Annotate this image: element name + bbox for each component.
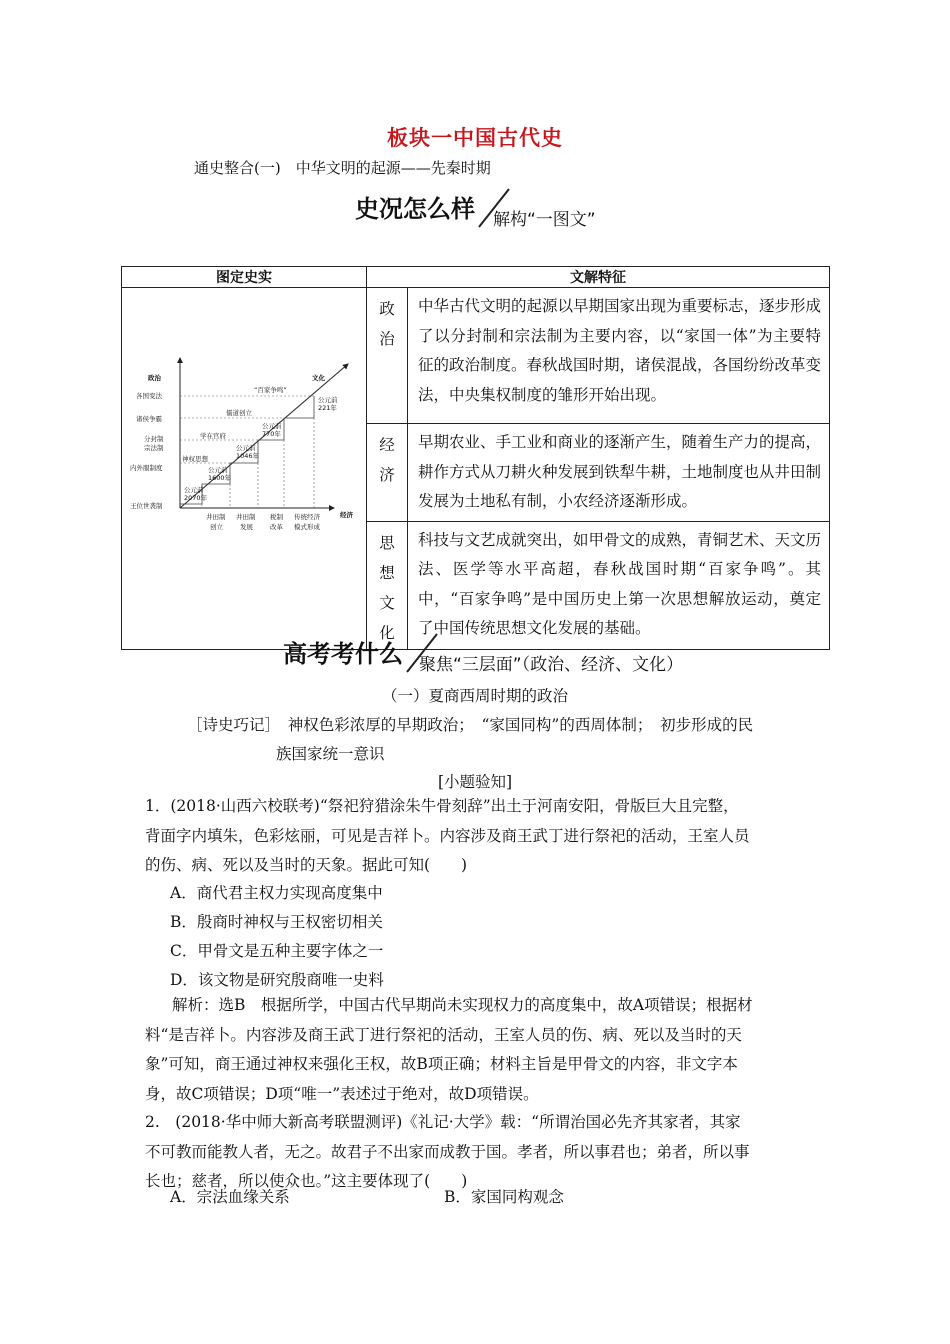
y-label: 分封制 <box>144 435 164 443</box>
date-label: 公元前 <box>236 444 256 452</box>
poem-line-2: 族国家统一意识 <box>276 745 385 763</box>
y-label: 王位世袭制 <box>130 502 163 510</box>
question-2: 2. (2018·华中师大新高考联盟测评)《礼记·大学》载：“所谓治国必先齐其家者，其家 不可教而能教人者，无之。故君子不出家而成教于国。孝者，所以事君也；弟者，所以事 长也；慈者，所以使众也。”这主要体现了( ) <box>145 1113 750 1190</box>
date-label: 1600年 <box>208 474 232 482</box>
x-label: 创立 <box>210 523 223 531</box>
x-label: 发展 <box>240 523 253 531</box>
option-b[interactable]: B．殷商时神权与王权密切相关 <box>170 913 383 931</box>
x-label: 改革 <box>270 523 283 531</box>
date-label: 公元前 <box>184 486 204 494</box>
category-culture: 思 想 文 化 <box>367 521 408 649</box>
date-label: 1046年 <box>236 452 260 460</box>
category-economy: 经 济 <box>367 424 408 522</box>
x-label: 井田制 <box>236 513 256 521</box>
q2-option-b[interactable]: B．家国同构观念 <box>444 1188 564 1206</box>
banner-sub-text: 解构“一图文” <box>493 210 596 230</box>
banner-exam-focus <box>283 630 723 680</box>
culture-label: 神权思想 <box>182 455 208 463</box>
y-label: 各国变法 <box>136 392 162 400</box>
option-a[interactable]: A．商代君主权力实现高度集中 <box>170 884 383 902</box>
x-label: 税制 <box>270 513 283 521</box>
economy-text: 早期农业、手工业和商业的逐渐产生，随着生产力的提高，耕作方式从刀耕火种发展到铁犁牛耕，土地制度也从井田制发展为土地私有制，小农经济逐渐形成。 <box>408 424 830 522</box>
option-d[interactable]: D．该文物是研究殷商唯一史料 <box>170 971 384 989</box>
x-title: 经济 <box>340 511 353 519</box>
poem-line-1: ［诗史巧记］ 神权色彩浓厚的早期政治； “家国同构”的西周体制； 初步形成的民 <box>187 716 754 734</box>
practice-title: [小题验知] <box>437 773 513 791</box>
banner-main-text: 史况怎么样 <box>355 195 475 223</box>
x-label: 井田制 <box>206 513 226 521</box>
overview-table <box>121 266 830 650</box>
culture-label: “百家争鸣” <box>254 386 287 394</box>
date-label: 公元前 <box>262 422 282 430</box>
date-label: 公元前 <box>208 466 228 474</box>
question-1: 1．(2018·山西六校联考)“祭祀狩猎涂朱牛骨刻辞”出土于河南安阳，骨版巨大且完整， 背面字内填朱，色彩炫丽，可见是吉祥卜。内容涉及商王武丁进行祭祀的活动，王室人员 的伤、病、死以及当时的天象。据此可知( ) <box>145 797 750 874</box>
banner-history-overview <box>355 185 675 235</box>
banner-sub-text: 聚焦“三层面”（政治、经济、文化） <box>419 655 684 675</box>
history-chart-cell <box>122 288 367 650</box>
left-header: 图定史实 <box>122 267 367 288</box>
category-politics: 政 治 <box>367 288 408 424</box>
culture-label: 儒道创立 <box>226 409 252 417</box>
culture-title: 文化 <box>312 374 325 382</box>
page-title: 板块一中国古代史 <box>387 125 563 150</box>
y-title: 政治 <box>148 374 161 382</box>
date-label: 770年 <box>262 430 281 438</box>
option-c[interactable]: C．甲骨文是五种主要字体之一 <box>170 942 384 960</box>
section-title: （一）夏商西周时期的政治 <box>381 687 568 705</box>
x-label: 模式形成 <box>294 523 320 531</box>
y-label: 内外服制度 <box>130 464 163 472</box>
analysis: 解析：选B 根据所学，中国古代早期尚未实现权力的高度集中，故A项错误；根据材 料“是吉祥卜。内容涉及商王武丁进行祭祀的活动，王室人员的伤、病、死以及当时的天 象”可知，商王通过神权来强化王权，故B项正确；材料主旨是甲骨文的内容，非文字本 身，故C项错误；D项“唯一”表述过于绝对，故D项错误。 <box>145 996 753 1103</box>
subtitle: 通史整合(一) 中华文明的起源——先秦时期 <box>194 159 491 177</box>
y-label: 宗法制 <box>144 444 164 452</box>
banner-main-text: 高考考什么 <box>283 640 403 668</box>
politics-text: 中华古代文明的起源以早期国家出现为重要标志，逐步形成了以分封制和宗法制为主要内容，以“家国一体”为主要特征的政治制度。春秋战国时期，诸侯混战，各国纷纷改革变法，中央集权制度的雏形开始出现。 <box>408 288 830 424</box>
date-label: 公元前 <box>318 396 338 404</box>
culture-text: 科技与文艺成就突出，如甲骨文的成熟，青铜艺术、天文历法、医学等水平高超，春秋战国时期“百家争鸣”。其中，“百家争鸣”是中国历史上第一次思想解放运动，奠定了中国传统思想文化发展的基础。 <box>408 521 830 649</box>
date-label: 221年 <box>318 404 337 412</box>
y-label: 诸侯争霸 <box>136 415 162 423</box>
right-header: 文解特征 <box>367 267 830 288</box>
q2-option-a[interactable]: A．宗法血缘关系 <box>170 1188 290 1206</box>
history-staircase-chart <box>122 288 366 608</box>
date-label: 2070年 <box>184 494 208 502</box>
x-label: 传统经济 <box>294 513 320 521</box>
culture-label: 学在官府 <box>200 432 226 440</box>
